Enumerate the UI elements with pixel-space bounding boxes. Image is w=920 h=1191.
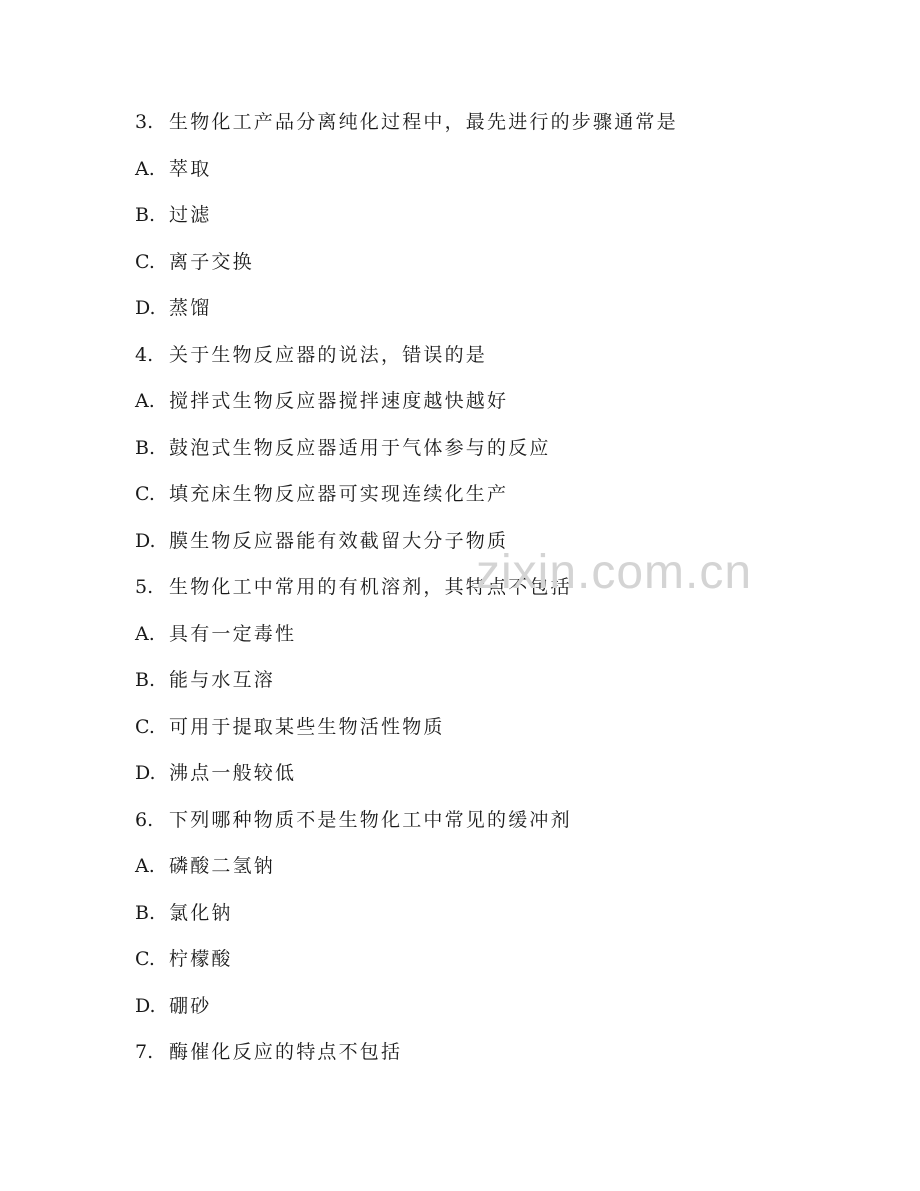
option-text: 蒸馏 xyxy=(169,297,212,319)
watermark: zixin.com.cn xyxy=(476,546,753,599)
option-label: C. xyxy=(135,715,155,738)
option-c xyxy=(135,711,835,758)
option-label: A. xyxy=(135,622,155,645)
option-c xyxy=(135,478,835,525)
question-stem xyxy=(135,106,835,153)
option-label: D. xyxy=(135,529,156,552)
option-text: 硼砂 xyxy=(169,994,212,1017)
option-b xyxy=(135,897,835,944)
option-b xyxy=(135,432,835,479)
option-text: 萃取 xyxy=(169,157,212,180)
option-text: 过滤 xyxy=(169,204,212,226)
question-number: 4. xyxy=(135,343,154,366)
option-text: 搅拌式生物反应器搅拌速度越快越好 xyxy=(169,390,509,412)
option-a xyxy=(135,385,835,432)
option-text: 柠檬酸 xyxy=(169,948,233,970)
option-d xyxy=(135,990,835,1037)
question-text: 下列哪种物质不是生物化工中常见的缓冲剂 xyxy=(169,808,572,831)
option-label: D. xyxy=(135,994,156,1017)
option-text: 磷酸二氢钠 xyxy=(169,855,276,877)
question-number: 6. xyxy=(135,808,154,831)
option-label: A. xyxy=(135,157,155,180)
option-text: 具有一定毒性 xyxy=(169,622,297,645)
question-stem xyxy=(135,339,835,386)
option-label: D. xyxy=(135,762,156,784)
option-d xyxy=(135,525,835,572)
option-label: C. xyxy=(135,948,155,970)
question-text: 生物化工中常用的有机溶剂，其特点不包括 xyxy=(169,576,572,598)
question-number: 5. xyxy=(135,576,154,598)
option-label: A. xyxy=(135,390,155,412)
option-d xyxy=(135,757,835,804)
option-label: C. xyxy=(135,250,155,273)
option-text: 沸点一般较低 xyxy=(169,762,297,784)
question-text: 关于生物反应器的说法，错误的是 xyxy=(169,343,488,366)
option-label: C. xyxy=(135,483,155,505)
option-label: A. xyxy=(135,855,155,877)
question-number: 3. xyxy=(135,111,154,133)
option-text: 离子交换 xyxy=(169,250,254,273)
option-label: D. xyxy=(135,297,156,319)
question-stem xyxy=(135,804,835,851)
question-stem xyxy=(135,571,835,618)
question-stem xyxy=(135,1036,835,1083)
option-label: B. xyxy=(135,204,156,226)
option-label: B. xyxy=(135,669,156,691)
option-text: 填充床生物反应器可实现连续化生产 xyxy=(169,483,509,505)
option-text: 可用于提取某些生物活性物质 xyxy=(169,715,445,738)
question-list xyxy=(135,106,835,1083)
option-c xyxy=(135,943,835,990)
option-a xyxy=(135,618,835,665)
option-a xyxy=(135,153,835,200)
option-text: 鼓泡式生物反应器适用于气体参与的反应 xyxy=(169,436,551,459)
option-text: 膜生物反应器能有效截留大分子物质 xyxy=(169,529,509,552)
option-label: B. xyxy=(135,436,156,459)
option-a xyxy=(135,850,835,897)
option-b xyxy=(135,664,835,711)
option-text: 氯化钠 xyxy=(169,901,233,924)
option-b xyxy=(135,199,835,246)
question-text: 生物化工产品分离纯化过程中，最先进行的步骤通常是 xyxy=(169,111,678,133)
option-d xyxy=(135,292,835,339)
question-text: 酶催化反应的特点不包括 xyxy=(169,1041,403,1063)
option-label: B. xyxy=(135,901,156,924)
option-text: 能与水互溶 xyxy=(169,669,276,691)
question-number: 7. xyxy=(135,1041,154,1063)
option-c xyxy=(135,246,835,293)
